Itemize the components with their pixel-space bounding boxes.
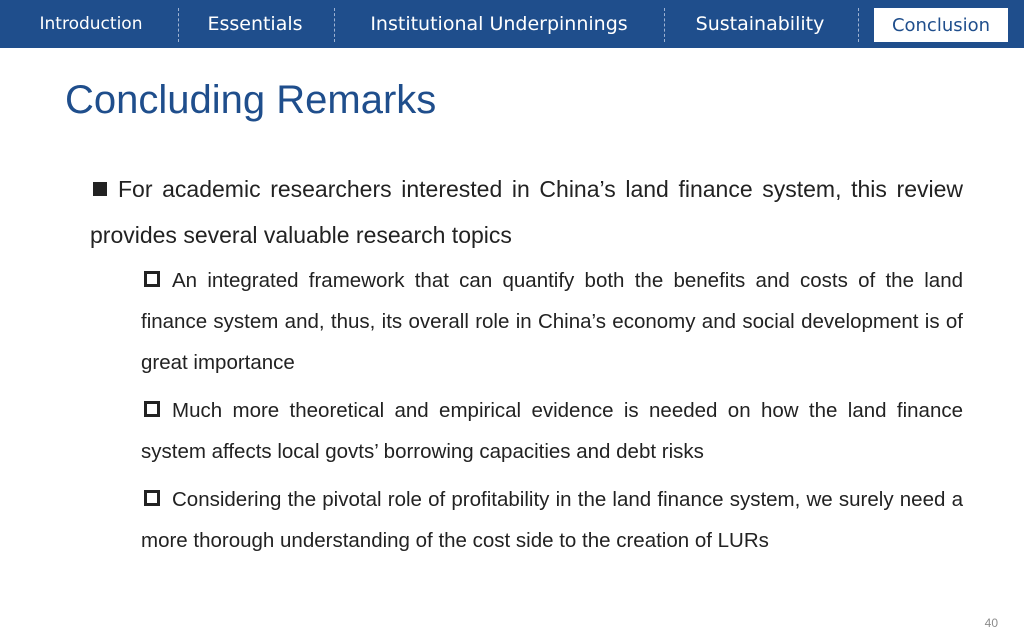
section-nav-bar [0, 0, 1024, 48]
hollow-square-bullet-icon [144, 490, 160, 506]
sub-bullet-2 [141, 390, 963, 472]
tab-sustainability[interactable]: Sustainability [695, 13, 825, 35]
hollow-square-bullet-icon [144, 271, 160, 287]
tab-introduction[interactable]: Introduction [39, 14, 143, 34]
hollow-square-bullet-icon [144, 401, 160, 417]
sub-bullet-3 [141, 479, 963, 561]
filled-square-bullet-icon [93, 182, 107, 196]
tab-conclusion[interactable]: Conclusion [874, 8, 1008, 42]
nav-separator [858, 8, 859, 42]
sub-bullet-1 [141, 260, 963, 383]
sub-bullet-text: An integrated framework that can quantify both the benefits and costs of the land finance system and, thus, its overall role in China’s economy and social development is of great importance [141, 269, 963, 374]
sub-bullet-text: Considering the pivotal role of profitability in the land finance system, we surely need a more thorough understanding of the cost side to the creation of LURs [141, 488, 963, 552]
page-title: Concluding Remarks [65, 78, 437, 122]
nav-separator [334, 8, 335, 42]
main-bullet-text: For academic researchers interested in China’s land finance system, this review provides several valuable research topics [90, 176, 963, 248]
page-number: 40 [984, 616, 998, 630]
nav-separator [178, 8, 179, 42]
tab-essentials[interactable]: Essentials [207, 13, 303, 35]
sub-bullet-text: Much more theoretical and empirical evidence is needed on how the land finance system affects local govts’ borrowing capacities and debt risks [141, 399, 963, 463]
main-bullet [90, 166, 963, 258]
tab-institutional-underpinnings[interactable]: Institutional Underpinnings [370, 13, 628, 35]
nav-separator [664, 8, 665, 42]
